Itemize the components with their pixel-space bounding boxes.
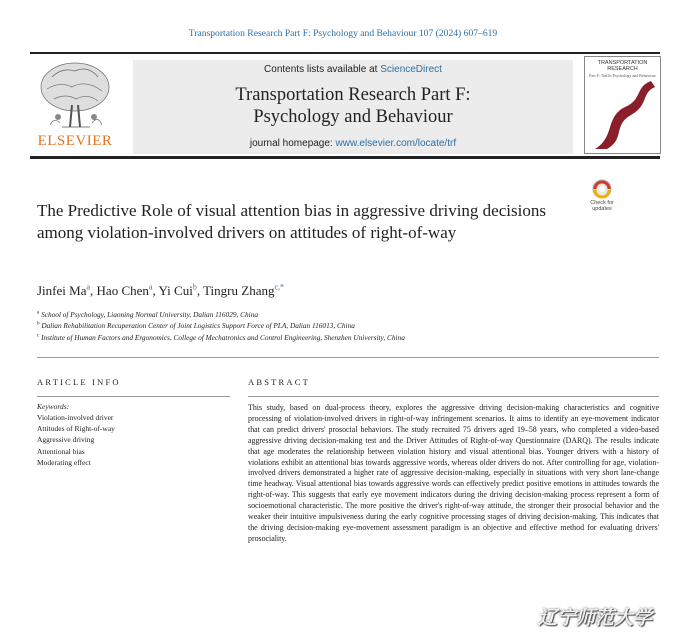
affiliation-c <box>37 333 637 342</box>
check-updates-line1: Check for <box>590 200 614 206</box>
affiliation-text: School of Psychology, Liaoning Normal University, Dalian 116029, China <box>41 310 259 319</box>
university-watermark: 辽宁师范大学 <box>538 607 653 629</box>
road-icon <box>585 57 660 153</box>
abstract-text: This study, based on dual-process theory, explores the aggressive driving decision-making characteristics and cognitive processing of violation-involved drivers in right-of-way infringement scenarios. It aims to identify an eye-movement indicator that can predict drivers' prosocial behaviors. The study recruited 75 drivers aged 19–58 years, who completed a video-based aggressive driving decision-making test and the Driver Attitudes of Right-of-way Questionnaire (DARQ). The results indicate that age moderates the relationship between violation history and visual attentional bias. Younger drivers with a history of violations exhibit an attentional bias towards aggressive words, whereas older drivers do not. After controlling for age, violation-involved drivers demonstrated a higher rate of aggressive decision-making, especially in situations with very short lane-change time headway. Visual attentional bias towards aggressive words can effectively predict positive emotions in attitudes towards the right-of-way. This suggests that early eye movement indicators during the driving decision-making process represent a form of socioemotional characteristic. The more positive the driver's right-of-way attitude, the stronger their prosocial behavior and the weaker their intuitive impulsiveness during the early cognitive processing stages of driving decision-making. This indicates that the driving decision-making eye-movement assessment paradigm is an objective and effective method for evaluating drivers' prosociality. <box>248 403 659 543</box>
keyword-item[interactable]: Aggressive driving <box>37 435 95 445</box>
author-affil-sup[interactable]: c,* <box>274 283 285 292</box>
header-bottom-rule <box>30 156 660 159</box>
journal-cover-thumbnail[interactable] <box>584 56 661 154</box>
author[interactable] <box>97 283 159 298</box>
author[interactable] <box>158 283 203 298</box>
author-sep: , <box>196 283 204 299</box>
journal-title <box>133 84 573 128</box>
author-sep: , <box>152 283 159 299</box>
cover-title: TRANSPORTATION RESEARCH <box>597 60 648 72</box>
keyword-item[interactable]: Attitudes of Right-of-way <box>37 424 115 434</box>
contents-available-line <box>133 64 573 75</box>
author-sep: , <box>90 283 97 299</box>
keyword-list <box>37 412 115 468</box>
check-updates-line2: updates <box>592 206 612 212</box>
abstract-heading: ABSTRACT <box>248 377 310 387</box>
author-name[interactable]: Tingru Zhang <box>203 283 275 299</box>
keyword-item[interactable]: Moderating effect <box>37 457 91 467</box>
author-name[interactable]: Jinfei Ma <box>37 283 87 299</box>
homepage-prefix: journal homepage: <box>249 138 333 149</box>
paper-title: The Predictive Role of visual attention bias in aggressive driving decisions among violation-involved drivers on attitudes of right-of-way <box>37 201 546 242</box>
author-affil-sup[interactable]: b <box>192 283 197 292</box>
elsevier-logo <box>32 57 118 153</box>
check-updates-label <box>584 200 620 212</box>
keyword-item[interactable]: Attentional bias <box>37 446 85 456</box>
elsevier-wordmark: ELSEVIER <box>37 133 113 149</box>
author[interactable] <box>203 283 284 298</box>
affiliation-text: Dalian Rehabilitation Recuperation Center of Joint Logistics Support Force of PLA, Dalian 116013, China <box>41 321 355 330</box>
check-updates-icon <box>584 178 620 202</box>
homepage-link[interactable]: www.elsevier.com/locate/trf <box>335 138 457 149</box>
article-info-heading: ARTICLE INFO <box>37 377 121 387</box>
contents-prefix: Contents lists available at <box>264 64 378 75</box>
journal-citation[interactable]: Transportation Research Part F: Psychology and Behaviour 107 (2024) 607–619 <box>188 28 498 39</box>
journal-title-line1: Transportation Research Part F: <box>235 85 471 105</box>
cover-subtitle: Part F: Traffic Psychology and Behaviour <box>589 73 656 78</box>
article-info-rule <box>37 396 230 397</box>
affiliation-sup: b <box>37 321 40 327</box>
sciencedirect-link[interactable]: ScienceDirect <box>380 64 442 75</box>
section-separator <box>37 357 659 358</box>
affiliation-sup: c <box>37 333 40 339</box>
author-list <box>37 283 637 299</box>
keyword-item[interactable]: Violation-involved driver <box>37 413 114 422</box>
author-name[interactable]: Hao Chen <box>96 283 149 299</box>
header-top-rule <box>30 52 660 54</box>
author-name[interactable]: Yi Cui <box>158 283 193 299</box>
author-affil-sup[interactable]: a <box>86 283 91 292</box>
affiliation-sup: a <box>37 310 40 316</box>
affiliation-text: Institute of Human Factors and Ergonomics, College of Mechatronics and Control Engineering, Shenzhen University, China <box>41 333 405 342</box>
keywords-heading: Keywords: <box>37 402 70 411</box>
author-affil-sup[interactable]: a <box>148 283 153 292</box>
check-for-updates-badge[interactable] <box>584 178 620 216</box>
affiliation-a <box>37 310 637 319</box>
abstract-rule <box>248 396 659 397</box>
journal-title-line2: Psychology and Behaviour <box>253 107 453 127</box>
author[interactable] <box>37 283 97 298</box>
journal-homepage-line <box>133 138 573 149</box>
affiliation-b <box>37 321 637 330</box>
